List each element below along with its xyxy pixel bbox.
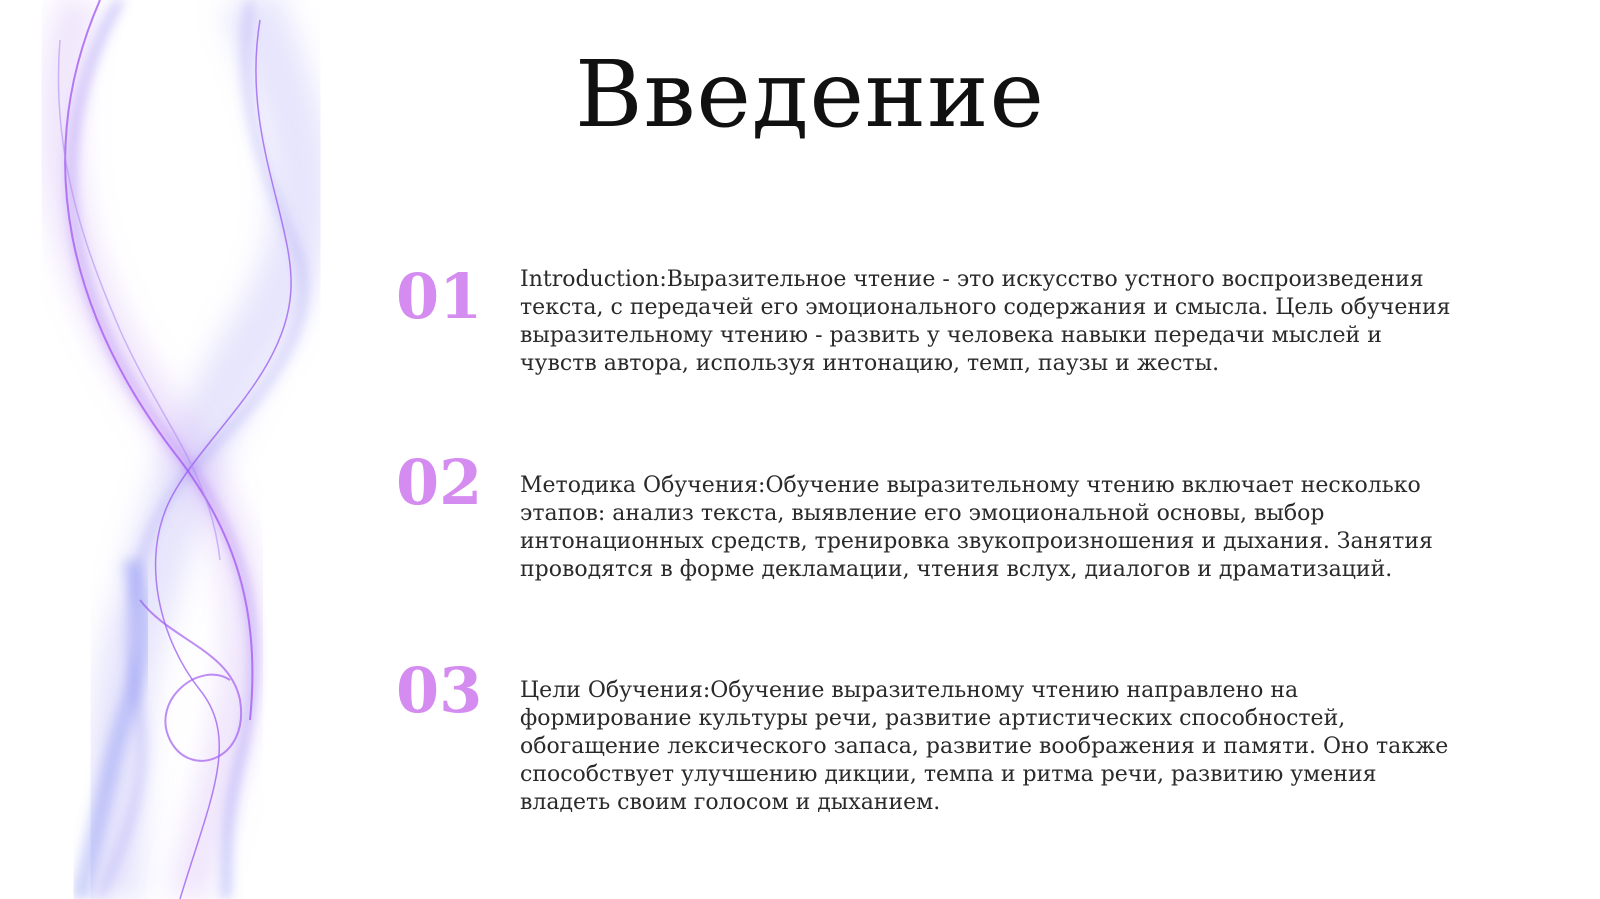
item-text: Цели Обучения:Обучение выразительному чтению направлено на формирование культуры речи, развитие артистических способностей, обогащение лексического запаса, развитие воображения и памяти. Оно также способствует улучшению дикции, темпа и ритма речи, развитию умения владеть своим голосом и дыханием.: [520, 678, 1449, 815]
item-text: Introduction:Выразительное чтение - это искусство устного воспроизведения текста, с передачей его эмоционального содержания и смысла. Цель обучения выразительному чтению - развить у человека навыки передачи мыслей и чувств автора, используя интонацию, темп, паузы и жесты.: [520, 267, 1451, 376]
item-number: 03: [396, 654, 483, 727]
smoke-wave-decoration: [0, 0, 420, 899]
page-title: Введение: [574, 41, 1046, 148]
item-text: Методика Обучения:Обучение выразительному чтению включает несколько этапов: анализ текста, выявление его эмоциональной основы, выбор интонационных средств, тренировка звукопроизношения и дыхания. Занятия проводятся в форме декламации, чтения вслух, диалогов и драматизаций.: [520, 473, 1433, 582]
item-number: 01: [396, 260, 483, 333]
item-number: 02: [396, 446, 483, 519]
